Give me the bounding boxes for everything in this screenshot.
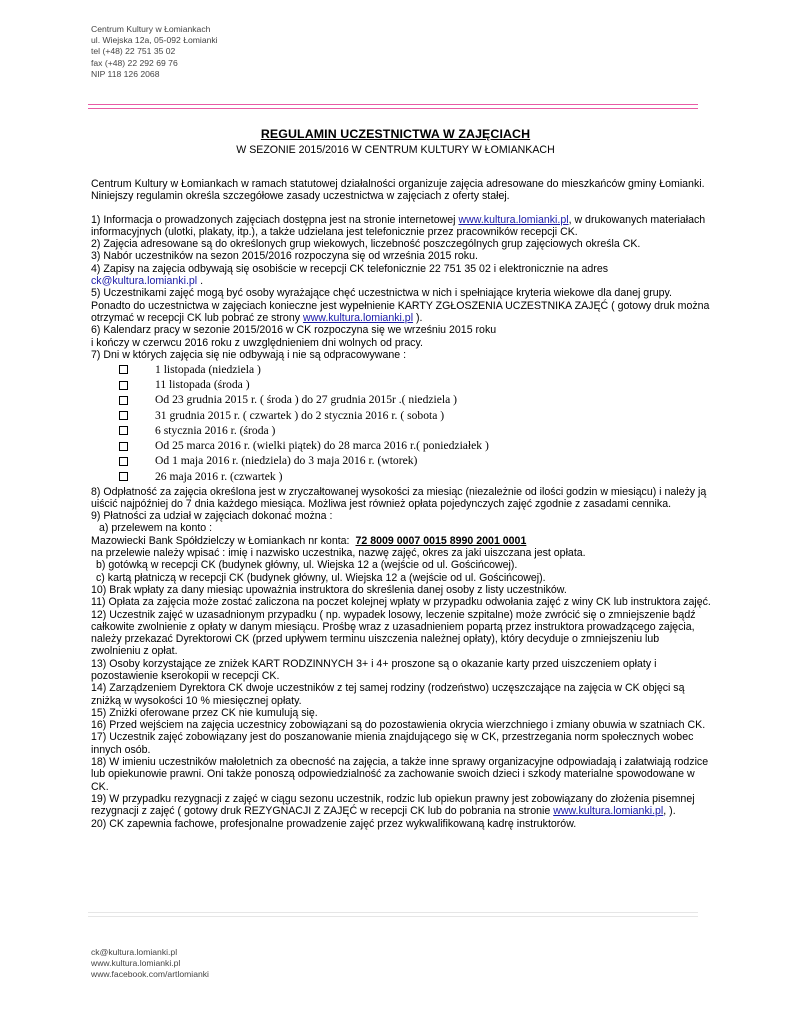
letterhead-address: ul. Wiejska 12a, 05-092 Łomianki <box>91 35 218 46</box>
checkbox-bullet-icon <box>119 396 128 405</box>
checkbox-bullet-icon <box>119 411 128 420</box>
regulations-body <box>91 178 711 830</box>
checkbox-bullet-icon <box>119 457 128 466</box>
rule-4: 4) Zapisy na zajęcia odbywają się osobiście w recepcji CK telefonicznie 22 751 35 02 i elektronicznie na adres ck@kultura.lomianki.pl . <box>91 262 609 288</box>
document-subtitle: W SEZONIE 2015/2016 W CENTRUM KULTURY W ŁOMIANKACH <box>236 144 555 156</box>
rule-13: 13) Osoby korzystające ze zniżek KART RODZINNYCH 3+ i 4+ proszone są o okazanie karty przed uiszczeniem opłaty i pozostawienie kserokopii w recepcji CK. <box>91 657 657 682</box>
rule-9-heading: 9) Płatności za udział w zajęciach dokonać można : <box>91 510 333 523</box>
rule-17: 17) Uczestnik zajęć zobowiązany jest do poszanowanie mienia znajdującego się w CK, przestrzegania norm społecznych wobec innych osób. <box>91 731 694 756</box>
list-item: Od 23 grudnia 2015 r. ( środa ) do 27 grudnia 2015r .( niedziela ) <box>91 393 711 408</box>
rule-7: 7) Dni w których zajęcia się nie odbywają i nie są odpracowywane : <box>91 348 407 361</box>
rule-9-option-c: c) kartą płatniczą w recepcji CK (budynek główny, ul. Wiejska 12 a (wejście od ul. Gościńcowej). <box>96 571 546 584</box>
checkbox-bullet-icon <box>119 442 128 451</box>
rule-10: 10) Brak wpłaty za dany miesiąc upoważnia instruktora do skreślenia danej osoby z listy uczestników. <box>91 583 567 596</box>
list-item: 6 stycznia 2016 r. (środa ) <box>91 423 711 438</box>
rule-16: 16) Przed wejściem na zajęcia uczestnicy zobowiązani są do pozostawienia okrycia wierzchniego i zmiany obuwia w szatniach CK. <box>91 719 706 732</box>
rule-3: 3) Nabór uczestników na sezon 2015/2016 rozpoczyna się od września 2015 roku. <box>91 250 478 263</box>
header-divider <box>88 104 698 105</box>
footer-facebook[interactable]: www.facebook.com/artlomianki <box>91 969 209 980</box>
list-item: 31 grudnia 2015 r. ( czwartek ) do 2 stycznia 2016 r. ( sobota ) <box>91 408 711 423</box>
checkbox-bullet-icon <box>119 472 128 481</box>
footer-divider <box>88 912 698 913</box>
rule-18: 18) W imieniu uczestników małoletnich za obecność na zajęcia, a także inne sprawy organizacyjne odpowiadają i załatwiają rodzice lub opiekunowie prawni. Oni także ponoszą odpowiedzialność za zachowanie swoich dzieci i szkody materialne spowodowane w CK. <box>91 756 709 793</box>
list-item: 1 listopada (niedziela ) <box>91 362 711 377</box>
footer-contacts <box>91 947 209 981</box>
letterhead <box>91 24 218 80</box>
footer-email[interactable]: ck@kultura.lomianki.pl <box>91 947 178 957</box>
header-divider-second <box>88 108 698 109</box>
checkbox-bullet-icon <box>119 381 128 390</box>
rule-15: 15) Zniżki oferowane przez CK nie kumulują się. <box>91 706 318 719</box>
footer-divider-second <box>88 916 698 917</box>
rule-12: 12) Uczestnik zajęć w uzasadnionym przypadku ( np. wypadek losowy, leczenie szpitalne) może zwrócić się o zmniejszenie bądź całkowite zwolnienie z opłaty w danym miesiącu. Prośbę wraz z uzasadnieniem popartą przez instruktora prowadzącego zajęcia, należy przekazać Dyrektorowi CK (przed upływem terminu uiszczenia należnej opłaty), który decyduje o zmniejszeniu lub zwolnieniu z opłat. <box>91 608 696 658</box>
rule-9-bank-line: Mazowiecki Bank Spółdzielczy w Łomiankach nr konta: 72 8009 0007 0015 8990 2001 0001 <box>91 534 527 547</box>
website-link[interactable]: www.kultura.lomianki.pl <box>553 805 664 818</box>
intro-line-1: Centrum Kultury w Łomiankach w ramach statutowej działalności organizuje zajęcia adresowane do mieszkańców gminy Łomianki. <box>91 178 705 190</box>
rule-8: 8) Odpłatność za zajęcia określona jest w zryczałtowanej wysokości za miesiąc (niezależnie od ilości godzin w miesiącu) i należy ją uiścić najpóźniej do 7 dnia każdego miesiąca. Możliwa jest również opłata pojedynczych zajęć zgodnie z zasadami cennika. <box>91 485 707 510</box>
letterhead-nip: NIP 118 126 2068 <box>91 68 160 79</box>
checkbox-bullet-icon <box>119 365 128 374</box>
list-item: Od 25 marca 2016 r. (wielki piątek) do 28 marca 2016 r.( poniedziałek ) <box>91 439 711 454</box>
document-title: REGULAMIN UCZESTNICTWA W ZAJĘCIACH <box>260 127 531 141</box>
rule-6-line-2: i kończy w czerwcu 2016 roku z uwzględnieniem dni wolnych od pracy. <box>91 336 423 349</box>
footer-website[interactable]: www.kultura.lomianki.pl <box>91 958 181 969</box>
rule-20: 20) CK zapewnia fachowe, profesjonalne prowadzenie zajęć przez wykwalifikowaną kadrę instruktorów. <box>91 817 577 830</box>
checkbox-bullet-icon <box>119 426 128 435</box>
list-item: 11 listopada (środa ) <box>91 377 711 392</box>
list-item: 26 maja 2016 r. (czwartek ) <box>91 469 711 484</box>
rule-9-option-a: a) przelewem na konto : <box>99 522 213 535</box>
website-link[interactable]: www.kultura.lomianki.pl <box>458 213 569 226</box>
list-item: Od 1 maja 2016 r. (niedziela) do 3 maja 2016 r. (wtorek) <box>91 454 711 469</box>
bank-account-number: 72 8009 0007 0015 8990 2001 0001 <box>355 534 527 547</box>
rule-9-transfer-note: na przelewie należy wpisać : imię i nazwisko uczestnika, nazwę zajęć, okres za jaki uiszczana jest opłata. <box>91 547 586 560</box>
rule-2: 2) Zajęcia adresowane są do określonych grup wiekowych, liczebność poszczególnych grup zajęciowych określa CK. <box>91 238 641 251</box>
rule-6-line-1: 6) Kalendarz pracy w sezonie 2015/2016 w CK rozpoczyna się we wrześniu 2015 roku <box>91 324 497 337</box>
email-link[interactable]: ck@kultura.lomianki.pl <box>91 275 198 288</box>
website-link[interactable]: www.kultura.lomianki.pl <box>302 311 414 324</box>
rule-14: 14) Zarządzeniem Dyrektora CK dwoje uczestników z tej samej rodziny (rodzeństwo) uczęszczające na zajęcia w CK objęci są zniżką w wysokości 10 % miesięcznej opłaty. <box>91 682 685 707</box>
rule-9-option-b: b) gotówką w recepcji CK (budynek główny, ul. Wiejska 12 a (wejście od ul. Gościńcowej). <box>96 559 518 572</box>
intro-line-2: Niniejszy regulamin określa szczegółowe zasady uczestnictwa w zajęciach z oferty stałej. <box>91 190 510 203</box>
rule-11: 11) Opłata za zajęcia może zostać zaliczona na poczet kolejnej wpłaty w przypadku odwołania zajęć z winy CK lub instruktora zajęć. <box>91 596 711 609</box>
days-off-list <box>91 362 711 484</box>
letterhead-tel: tel (+48) 22 751 35 02 <box>91 46 176 57</box>
rule-5: 5) Uczestnikami zajęć mogą być osoby wyrażające chęć uczestnictwa w nich i spełniające kryteria wiekowe dla danej grupy. Ponadto do uczestnictwa w zajęciach konieczne jest wypełnienie KARTY ZGŁOSZENIA UCZESTNIKA ZAJĘĆ ( gotowy druk można otrzymać w recepcji CK lub pobrać ze strony www.kultura.lomianki.pl ). <box>91 287 710 324</box>
letterhead-fax: fax (+48) 22 292 69 76 <box>91 57 178 68</box>
rule-1: 1) Informacja o prowadzonych zajęciach dostępna jest na stronie internetowej www.kultura.lomianki.pl, w drukowanych materiałach informacyjnych (ulotki, plakaty, itp.), a także udzielana jest telefonicznie przez pracowników recepcji CK. <box>91 213 706 238</box>
rule-19: 19) W przypadku rezygnacji z zajęć w ciągu sezonu uczestnik, rodzic lub opiekun prawny jest zobowiązany do złożenia pisemnej rezygnacji z zajęć ( gotowy druk REZYGNACJI Z ZAJĘĆ w recepcji CK lub do pobrania na stronie www.kultura.lomianki.pl, ). <box>91 792 695 818</box>
letterhead-org: Centrum Kultury w Łomiankach <box>91 24 211 34</box>
